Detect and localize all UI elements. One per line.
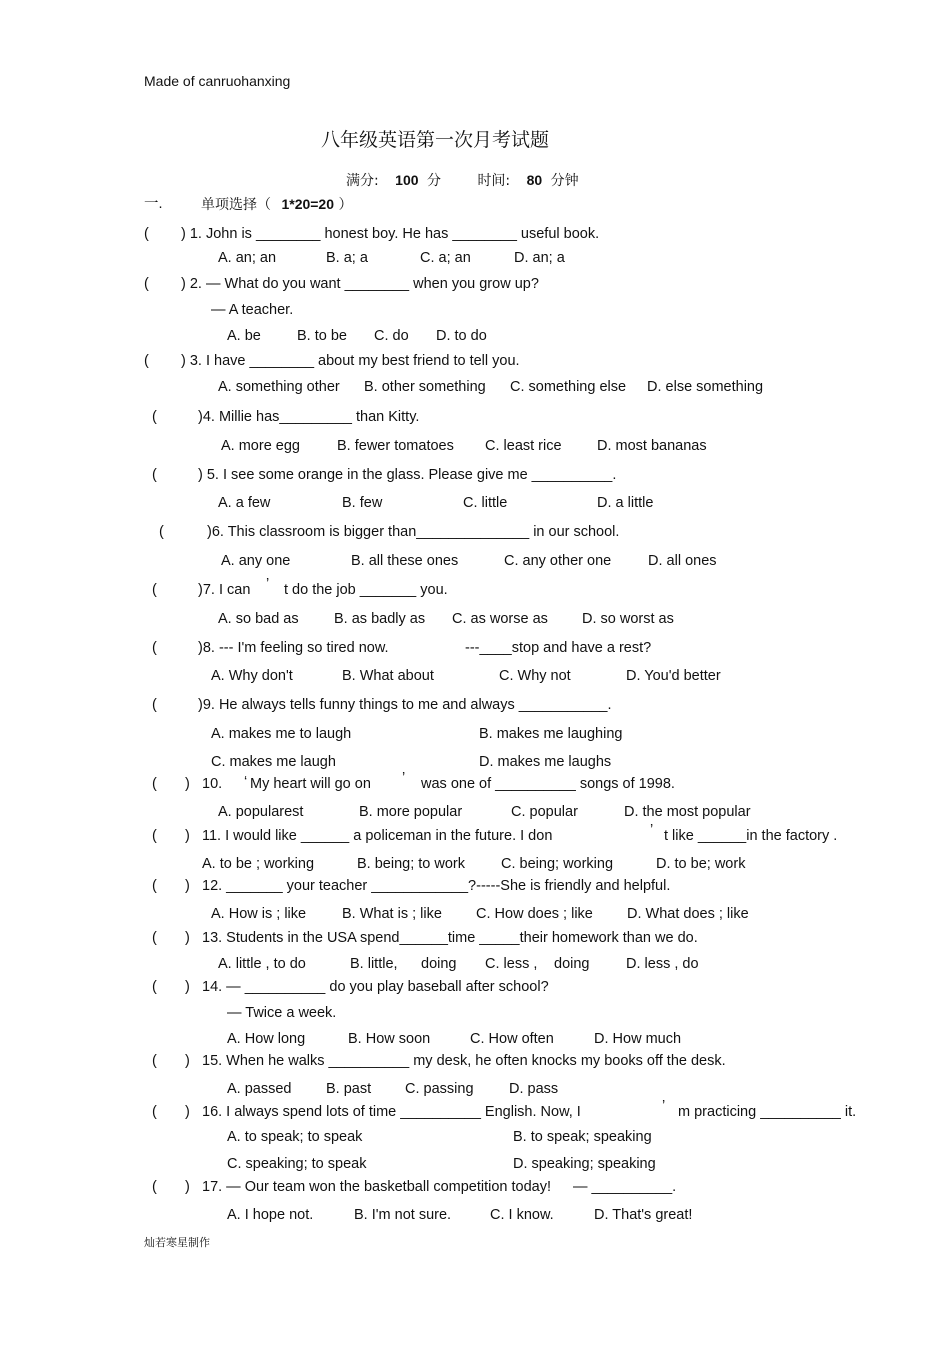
q3-stem: ) 3. I have ________ about my best friend to tell you. [181,353,520,369]
q4-stem: )4. Millie has_________ than Kitty. [198,409,420,425]
q4-option-b: B. fewer tomatoes [337,438,454,454]
q12-option-a: A. How is ; like [211,906,307,922]
time-value: 80 [526,172,543,188]
q11-stem-continued: t like ______in the factory . [664,828,838,844]
q17-option-a: A. I hope not. [227,1207,314,1223]
q8-option-a: A. Why don't [211,668,293,684]
q15-option-a: A. passed [227,1081,292,1097]
page-title: 八年级英语第一次月考试题 [321,129,550,151]
section-number: 一. [144,196,163,212]
q11-apostrophe: ’ [650,822,654,838]
q7-option-c: C. as worse as [452,611,548,627]
q8-stem-reply: ---____stop and have a rest? [465,640,652,656]
time-label: 时间: [477,173,511,189]
q6-option-b: B. all these ones [351,553,459,569]
q11-option-b: B. being; to work [357,856,465,872]
q13-stem: 13. Students in the USA spend______time _____their homework than we do. [202,930,698,946]
q17-paren: ( [152,1179,157,1195]
q2-stem: ) 2. — What do you want ________ when you grow up? [181,276,539,292]
q5-option-a: A. a few [218,495,271,511]
q13-option-a: A. little , to do [218,956,306,972]
q13-option-c-rest: doing [554,956,590,972]
q4-option-a: A. more egg [221,438,300,454]
q8-stem: )8. --- I'm feeling so tired now. [198,640,389,656]
q16-stem-continued: m practicing __________ it. [678,1104,857,1120]
q13-option-d: D. less , do [626,956,699,972]
q6-option-a: A. any one [221,553,291,569]
q7-stem: )7. I can [198,582,251,598]
q12-stem: 12. _______ your teacher ____________?-----She is friendly and helpful. [202,878,671,894]
q14-stem: 14. — __________ do you play baseball after school? [202,979,549,995]
q4-paren: ( [152,409,157,425]
q9-option-b: B. makes me laughing [479,726,623,742]
q10-open-quote: ‘ [244,774,248,790]
q17-reply: — __________. [573,1179,677,1195]
q3-option-a: A. something other [218,379,340,395]
q12-option-c: C. How does ; like [476,906,593,922]
q2-reply: — A teacher. [211,302,294,318]
q5-paren: ( [152,467,157,483]
q14-option-d: D. How much [594,1031,682,1047]
q6-paren: ( [159,524,164,540]
q12-option-d: D. What does ; like [627,906,749,922]
q6-option-c: C. any other one [504,553,612,569]
q14-option-a: A. How long [227,1031,306,1047]
q9-option-c: C. makes me laugh [211,754,336,770]
q13-option-b-rest: doing [421,956,457,972]
q5-option-c: C. little [463,495,508,511]
q4-option-c: C. least rice [485,438,562,454]
q14-reply: — Twice a week. [227,1005,337,1021]
q3-option-b: B. other something [364,379,486,395]
q8-option-b: B. What about [342,668,434,684]
q11-paren: ( [152,828,157,844]
q12-paren: ( [152,878,157,894]
q15-option-c: C. passing [405,1081,474,1097]
page-header: Made of canruohanxing [144,73,291,89]
q14-option-c: C. How often [470,1031,554,1047]
q5-option-d: D. a little [597,495,654,511]
q17-option-d: D. That's great! [594,1207,693,1223]
time-unit: 分钟 [550,173,579,189]
q10-number: 10. [202,776,223,792]
q16-stem: 16. I always spend lots of time __________ English. Now, I [202,1104,581,1120]
q16-close-paren: ) [185,1104,190,1120]
q2-option-b: B. to be [297,328,347,344]
q7-option-d: D. so worst as [582,611,674,627]
q9-paren: ( [152,697,157,713]
q15-close-paren: ) [185,1053,190,1069]
q7-paren: ( [152,582,157,598]
score-value: 100 [395,172,419,188]
exam-meta [346,173,579,188]
q10-close-paren: ) [185,776,190,792]
q11-option-a: A. to be ; working [202,856,315,872]
q15-option-d: D. pass [509,1081,559,1097]
q16-apostrophe: ’ [662,1098,666,1114]
q14-paren: ( [152,979,157,995]
q17-stem: 17. — Our team won the basketball competition today! [202,1179,551,1195]
section-label: 单项选择（ [201,197,271,213]
q17-option-c: C. I know. [490,1207,554,1223]
q2-paren: ( [144,276,149,292]
q10-close-quote: ’ [402,770,406,786]
q5-stem: ) 5. I see some orange in the glass. Please give me __________. [198,467,617,483]
q2-option-d: D. to do [436,328,487,344]
q13-close-paren: ) [185,930,190,946]
q5-option-b: B. few [342,495,383,511]
q16-option-c: C. speaking; to speak [227,1156,367,1172]
q6-stem: )6. This classroom is bigger than______________ in our school. [207,524,620,540]
q10-option-c: C. popular [511,804,578,820]
q8-option-d: D. You'd better [626,668,721,684]
q13-option-c: C. less , [485,956,538,972]
q2-option-c: C. do [374,328,409,344]
q10-option-b: B. more popular [359,804,463,820]
section-close: ） [338,197,353,213]
q11-option-c: C. being; working [501,856,614,872]
q17-option-b: B. I'm not sure. [354,1207,452,1223]
q2-option-a: A. be [227,328,261,344]
q16-paren: ( [152,1104,157,1120]
q11-stem: 11. I would like ______ a policeman in the future. I don [202,828,553,844]
q11-close-paren: ) [185,828,190,844]
q1-stem: ) 1. John is ________ honest boy. He has ________ useful book. [181,226,600,242]
q9-option-d: D. makes me laughs [479,754,612,770]
q14-close-paren: ) [185,979,190,995]
q3-option-d: D. else something [647,379,764,395]
q11-option-d: D. to be; work [656,856,746,872]
score-unit: 分 [426,173,441,189]
q15-stem: 15. When he walks __________ my desk, he often knocks my books off the desk. [202,1053,726,1069]
q12-close-paren: ) [185,878,190,894]
q3-paren: ( [144,353,149,369]
q10-stem: My heart will go on [250,776,371,792]
q4-option-d: D. most bananas [597,438,707,454]
q10-option-d: D. the most popular [624,804,751,820]
q16-option-b: B. to speak; speaking [513,1129,652,1145]
section-points: 1*20=20 [281,196,335,212]
q16-option-d: D. speaking; speaking [513,1156,656,1172]
q15-paren: ( [152,1053,157,1069]
q13-paren: ( [152,930,157,946]
score-label: 满分: [346,173,379,189]
q17-close-paren: ) [185,1179,190,1195]
q1-option-a: A. an; an [218,250,277,266]
q1-paren: ( [144,226,149,242]
q14-option-b: B. How soon [348,1031,431,1047]
section-heading [201,197,352,212]
q8-option-c: C. Why not [499,668,571,684]
q6-option-d: D. all ones [648,553,717,569]
q1-option-b: B. a; a [326,250,368,266]
q7-option-a: A. so bad as [218,611,299,627]
q10-stem-continued: was one of __________ songs of 1998. [421,776,675,792]
q13-option-b: B. little, [350,956,398,972]
q7-stem-continued: t do the job _______ you. [284,582,448,598]
q12-option-b: B. What is ; like [342,906,442,922]
q3-option-c: C. something else [510,379,627,395]
q1-option-c: C. a; an [420,250,471,266]
q7-apostrophe: ’ [266,576,270,592]
q1-option-d: D. an; a [514,250,565,266]
q8-paren: ( [152,640,157,656]
q7-option-b: B. as badly as [334,611,426,627]
page-footer: 灿若寒星制作 [144,1236,210,1249]
q9-stem: )9. He always tells funny things to me and always ___________. [198,697,612,713]
q10-option-a: A. popularest [218,804,304,820]
q10-paren: ( [152,776,157,792]
q9-option-a: A. makes me to laugh [211,726,352,742]
q15-option-b: B. past [326,1081,372,1097]
q16-option-a: A. to speak; to speak [227,1129,363,1145]
